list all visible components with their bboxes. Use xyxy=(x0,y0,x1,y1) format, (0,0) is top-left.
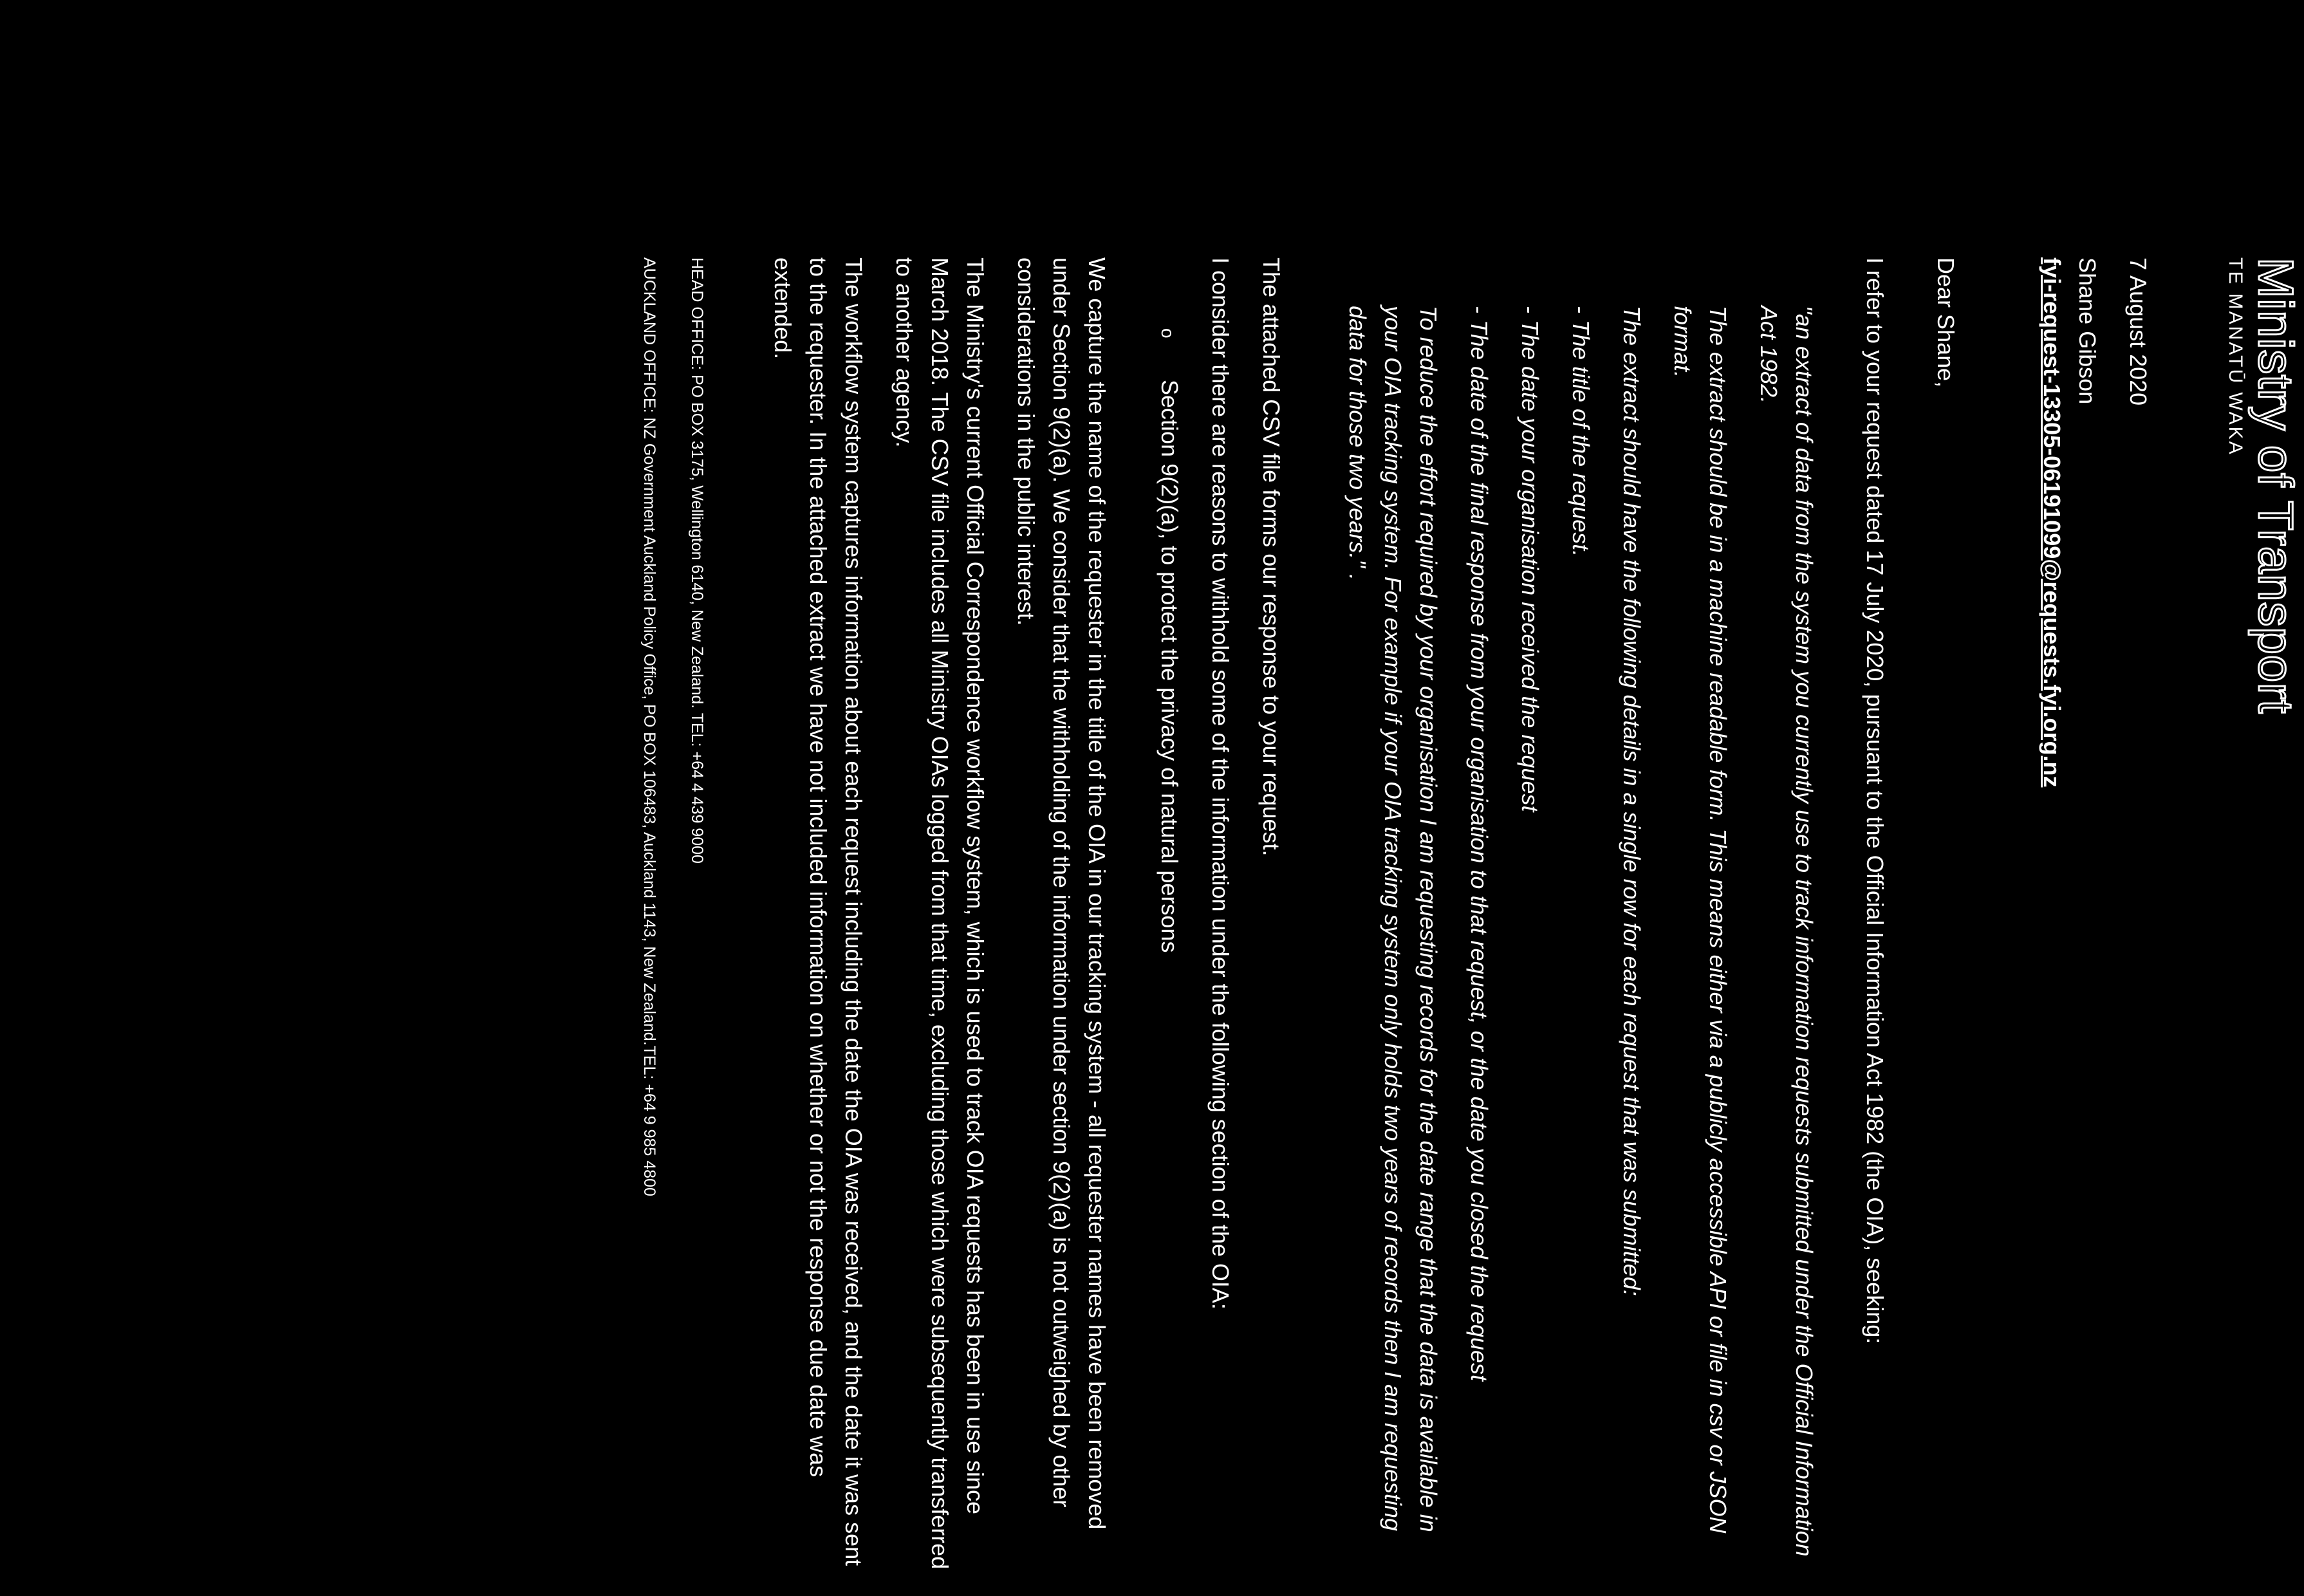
quote-line: - The date your organisation received the request xyxy=(1517,306,1543,812)
bullet-icon: o xyxy=(1158,328,1178,339)
list-item xyxy=(1150,328,1187,1570)
quote-line: - The title of the request. xyxy=(1568,306,1594,557)
quote-line: "an extract of data from the system you currently use to track information requests submitted under the Official Information Act 1982. xyxy=(1756,306,1817,1557)
recipient-email: fyi-request-13305-06191099@requests.fyi.org.nz xyxy=(2039,257,2065,788)
head-office-address: HEAD OFFICE: PO BOX 3175, Wellington 6140, New Zealand. TEL: +64 4 439 9000 xyxy=(688,257,706,864)
attached-paragraph: The attached CSV file forms our response to your request. xyxy=(1258,257,1285,857)
salutation: Dear Shane, xyxy=(1933,257,1959,388)
letter xyxy=(84,257,2303,1570)
quote-line: The extract should be in a machine readable form. This means either via a publicly accessible API or file in csv or JSON format. xyxy=(1669,306,1731,1534)
quote-line: - The date of the final response from your organisation to that request, or the date you closed the request xyxy=(1466,306,1492,1381)
capture-paragraph: We capture the name of the requester in the title of the OIA in our tracking system - all requester names have been removed under Section 9(2)(a). We consider that the withholding of the information under section 9(2)(a) is not outweighed by other considerations in the public interest. xyxy=(1013,257,1110,1530)
letter-body xyxy=(765,257,2156,1570)
logo-title: Ministry of Transport xyxy=(2248,257,2303,714)
withhold-paragraph: I consider there are reasons to withhold some of the information under the following section of the OIA: xyxy=(1207,257,1234,1310)
list-item-text: Section 9(2)(a), to protect the privacy of natural persons xyxy=(1157,380,1183,953)
intro-paragraph: I refer to your request dated 17 July 2020, pursuant to the Official Information Act 1982 (the OIA), seeking: xyxy=(1862,257,1888,1344)
letter-date: 7 August 2020 xyxy=(2125,257,2151,406)
workflow-paragraph: The workflow system captures information about each request including the date the OIA was received, and the date it was sent to the requester. In the attached extract we have not included information on whether or not the response due date was extended. xyxy=(770,257,867,1566)
recipient-name: Shane Gibson xyxy=(2074,257,2101,405)
logo-subtitle: TE MANATŪ WAKA xyxy=(2225,257,2246,456)
letter-footer xyxy=(613,257,708,1570)
quote-line: The extract should have the following details in a single row for each request that was submitted: xyxy=(1619,306,1645,1296)
quote-line: To reduce the effort required by your organisation I am requesting records for the date range that the data is available in your OIA tracking system. For example if your OIA tracking system only holds two years of records then I am requesting data for those two years." . xyxy=(1344,306,1442,1532)
system-paragraph: The Ministry's current Official Correspondence workflow system, which is used to track OIA requests has been in use since March 2018. The CSV file includes all Ministry OIAs logged from that time, excluding those which were subsequently transferred to another agency. xyxy=(891,257,989,1570)
ministry-logo xyxy=(2224,257,2304,837)
auckland-office-address: AUCKLAND OFFICE: NZ Government Auckland Policy Office, PO BOX 106483, Auckland 1143, New Zealand.TEL: +64 9 985 4800 xyxy=(640,257,658,1196)
request-quote xyxy=(1340,306,1822,1570)
